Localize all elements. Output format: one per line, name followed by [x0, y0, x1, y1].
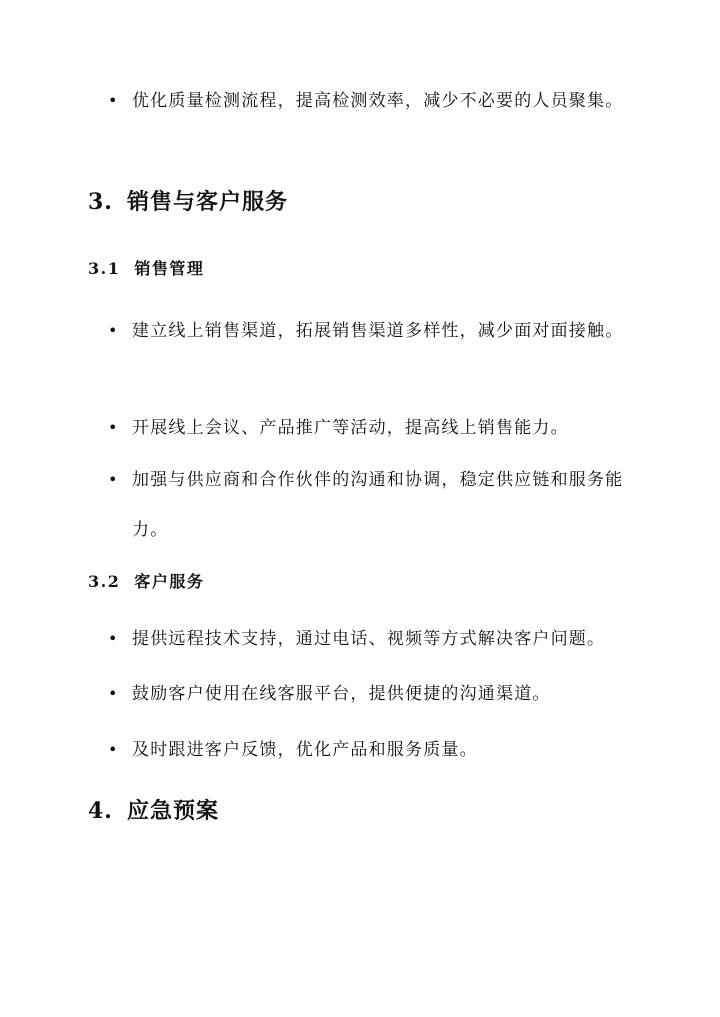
section-number: 4.: [88, 798, 113, 824]
bullet-text: 提供远程技术支持，通过电话、视频等方式解决客户问题。: [132, 629, 606, 649]
section-number: 3.: [88, 189, 113, 215]
section-title: 应急预案: [126, 798, 219, 824]
bullet-text: 优化质量检测流程，提高检测效率，减少不必要的人员聚集。: [132, 91, 624, 111]
subsection-number: 3.1: [88, 259, 121, 278]
subsection-title: 销售管理: [134, 259, 205, 278]
bullet-dot: •: [108, 684, 118, 703]
subsection-number: 3.2: [88, 572, 121, 591]
bullet-dot: •: [108, 470, 118, 489]
section-title: 销售与客户服务: [126, 189, 288, 215]
subsection-title: 客户服务: [134, 572, 205, 591]
subsection-heading: [88, 570, 204, 594]
section-heading: [88, 796, 219, 826]
bullet-text: 开展线上会议、产品推广等活动，提高线上销售能力。: [132, 418, 569, 438]
bullet-text: 加强与供应商和合作伙伴的沟通和协调，稳定供应链和服务能力。: [132, 470, 624, 540]
bullet-text: 鼓励客户使用在线客服平台，提供便捷的沟通渠道。: [132, 684, 551, 704]
bullet-dot: •: [108, 91, 118, 110]
bullet-dot: •: [108, 418, 118, 437]
section-heading: [88, 187, 288, 217]
bullet-dot: •: [108, 321, 118, 340]
subsection-heading: [88, 257, 204, 281]
bullet-dot: •: [108, 629, 118, 648]
bullet-dot: •: [108, 740, 118, 759]
bullet-text: 建立线上销售渠道，拓展销售渠道多样性，减少面对面接触。: [132, 321, 624, 341]
bullet-text: 及时跟进客户反馈，优化产品和服务质量。: [132, 740, 478, 760]
